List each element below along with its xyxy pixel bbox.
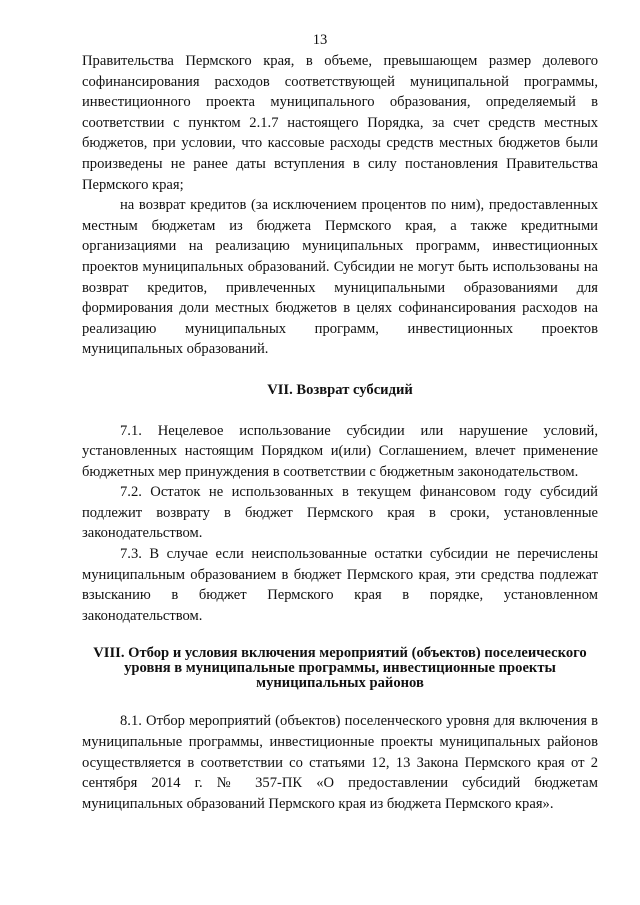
spacer — [82, 626, 598, 646]
section-8-heading-line: VIII. Отбор и условия включения мероприятий (объектов) поселеического — [93, 645, 587, 662]
section-7-heading: VII. Возврат субсидий — [267, 381, 413, 398]
page-number: 13 — [312, 32, 328, 48]
paragraph-7-2: 7.2. Остаток не использованных в текущем финансовом году субсидий подлежит возврату в бюджет Пермского края в сроки, установленные законодательством. — [82, 484, 598, 542]
section-8-heading — [82, 646, 598, 691]
spacer — [82, 360, 598, 380]
loans-paragraph: на возврат кредитов (за исключением процентов по ним), предоставленных местным бюджетам из бюджета Пермского края, а также кредитными организациями на реализацию муниципальных программ, инвестиционных проектов муниципальных образований. Субсидии не могут быть использованы на возврат кредитов, привлеченных муниципальными образованиями для формирования доли местных бюджетов в целях софинансирования расходов на реализацию муниципальных программ, инвестиционных проектов муниципальных образований. — [82, 197, 598, 358]
section-8-heading-line: уровня в муниципальные программы, инвестиционные проекты — [124, 660, 556, 677]
paragraph-7-3: 7.3. В случае если неиспользованные остатки субсидии не перечислены муниципальным образованием в бюджет Пермского края, эти средства подлежат взысканию в бюджет Пермского края в порядке, установленном законодательством. — [82, 546, 598, 624]
intro-paragraph: Правительства Пермского края, в объеме, превышающем размер долевого софинансирования расходов соответствующей муниципальной программы, инвестиционного проекта муниципального образования, определяемый в соответствии с пунктом 2.1.7 настоящего Порядка, за счет средств местных бюджетов, при условии, что кассовые расходы средств местных бюджетов были произведены не ранее даты вступления в силу постановления Правительства Пермского края; — [82, 53, 598, 193]
paragraph-7-1: 7.1. Нецелевое использование субсидии или нарушение условий, установленных настоящим Порядком и(или) Соглашением, влечет применение бюджетных мер принуждения в соответствии с бюджетным законодательством. — [82, 422, 598, 480]
spacer — [82, 401, 598, 421]
spacer — [82, 691, 598, 711]
document-body — [82, 51, 598, 814]
paragraph-8-1: 8.1. Отбор мероприятий (объектов) поселенческого уровня для включения в муниципальные программы, инвестиционные проекты муниципальных районов осуществляется в соответствии со статьями 12, 13 Закона Пермского края от 2 сентября 2014 г. № 357-ПК «О предоставлении субсидий бюджетам муниципальных образований Пермского края из бюджета Пермского края». — [82, 713, 598, 812]
section-8-heading-line: муниципальных районов — [256, 675, 424, 692]
